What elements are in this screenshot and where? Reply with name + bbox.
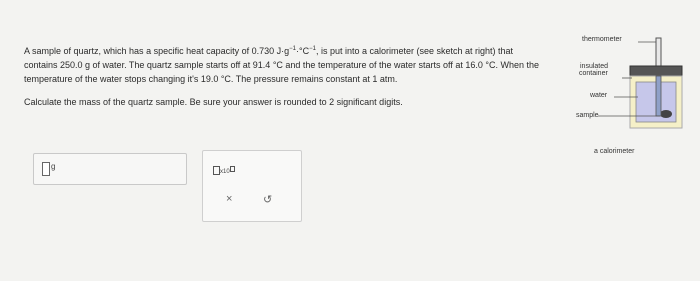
question-line1-pre: A sample of quartz, which has a specific heat capacity of 0.730 J·g: [24, 46, 290, 56]
question-instruction: Calculate the mass of the quartz sample. Be sure your answer is rounded to 2 significant digits.: [24, 97, 403, 107]
x10-label: x10: [220, 169, 230, 175]
undo-button[interactable]: ↺: [263, 194, 273, 206]
clear-button[interactable]: ×: [226, 193, 233, 205]
sample-label: sample: [576, 112, 599, 119]
question-paragraph: [24, 42, 572, 86]
question-line2: contains 250.0 g of water. The quartz sample starts off at 91.4 °C and the temperature of the water starts off at 16.0 °C. When the: [24, 60, 539, 70]
question-text: [24, 42, 572, 109]
container-label: container: [579, 70, 608, 77]
insulated-label: insulated: [580, 63, 609, 70]
math-tools-panel: [202, 150, 302, 222]
diagram-caption: a calorimeter: [594, 148, 635, 155]
sample-icon: [660, 110, 672, 118]
unit-superscript-2: −1: [309, 46, 316, 52]
thermometer-bulb-icon: [656, 76, 661, 116]
calorimeter-lid: [630, 66, 682, 76]
question-line1-post: , is put into a calorimeter (see sketch at right) that: [315, 46, 514, 56]
mantissa-box-icon: [213, 166, 220, 175]
water-label: water: [590, 92, 608, 99]
answer-area: [33, 153, 187, 185]
answer-unit: g: [51, 162, 56, 171]
scientific-notation-button[interactable]: [213, 166, 235, 175]
exponent-box-icon: [230, 166, 235, 172]
question-line1-mid: ·°C: [296, 46, 310, 56]
thermometer-label: thermometer: [582, 36, 622, 43]
answer-input[interactable]: [42, 162, 50, 176]
question-line3: temperature of the water stops changing it's 19.0 °C. The pressure remains constant at 1 atm.: [24, 74, 398, 84]
unit-superscript-1: −1: [289, 46, 296, 52]
